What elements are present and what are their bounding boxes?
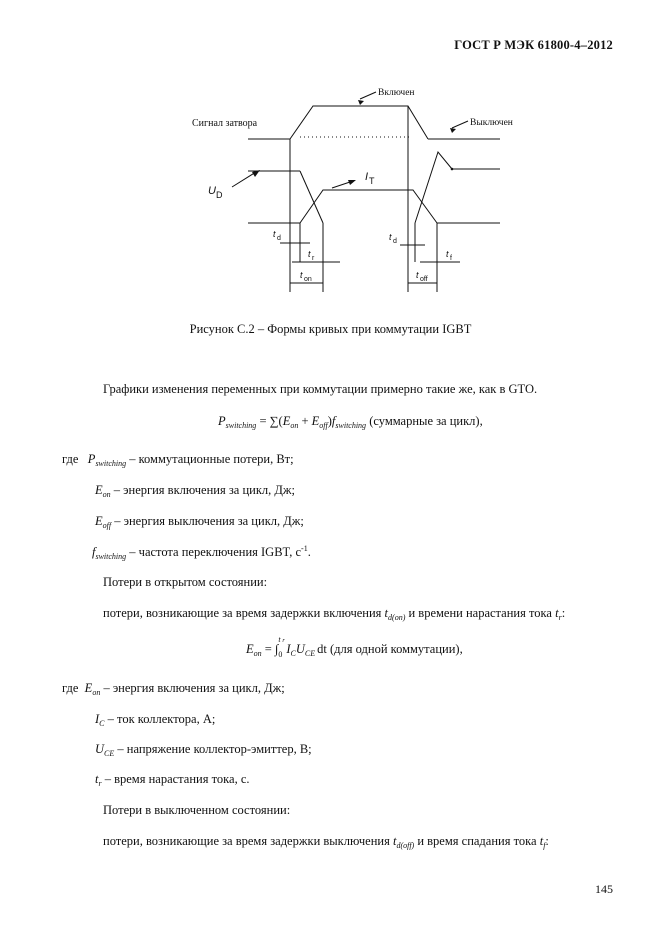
formula2-limits xyxy=(278,635,286,659)
formula2-lower: 0 xyxy=(278,650,283,659)
formula1-plus: + xyxy=(298,414,312,428)
label-turn-off: Выключен xyxy=(470,118,513,128)
formula1-close: ) xyxy=(327,414,332,428)
formula1-lhs: P xyxy=(218,414,226,428)
def6-sym: I xyxy=(95,712,100,726)
label-td2: t xyxy=(389,232,392,242)
definition-tr xyxy=(95,772,250,788)
def4-sym: f xyxy=(92,545,96,559)
paragraph-intro: Графики изменения переменных при коммутации примерно такие же, как в GTO. xyxy=(103,382,538,396)
label-tr: t xyxy=(308,249,311,259)
label-gate-signal: Сигнал затвора xyxy=(192,118,258,129)
label-it-sub: T xyxy=(369,176,375,186)
def3-sub: off xyxy=(102,521,112,530)
definition-eon-2 xyxy=(62,681,285,697)
formula1-eoff: E xyxy=(311,414,320,428)
label-tf: t xyxy=(446,249,449,259)
def1-text: – коммутационные потери, Вт; xyxy=(126,452,294,466)
where-label-2: где xyxy=(62,681,79,695)
formula1-eon-sub: on xyxy=(290,421,299,430)
p5-sub2: f xyxy=(543,841,546,850)
label-td1: t xyxy=(273,229,276,239)
switching-waveform-figure xyxy=(0,0,661,310)
label-it: I xyxy=(365,171,369,183)
on-leader xyxy=(360,92,376,99)
figure-caption: Рисунок С.2 – Формы кривых при коммутации IGBT xyxy=(189,322,472,336)
def3-text: – энергия выключения за цикл, Дж; xyxy=(111,514,304,528)
it-leader xyxy=(332,182,350,188)
p3-sym2: t xyxy=(555,606,559,620)
label-ton-sub: on xyxy=(304,276,312,283)
definition-psw xyxy=(62,452,294,468)
formula2-lhs: E xyxy=(246,642,254,656)
p3-sub2: r xyxy=(558,613,562,622)
label-turn-on: Включен xyxy=(378,88,415,98)
definition-eon xyxy=(95,483,295,499)
label-tf-sub: f xyxy=(450,255,452,262)
def2-sub: on xyxy=(102,490,111,499)
def2-sym: E xyxy=(95,483,103,497)
paragraph-on-losses: Потери в открытом состоянии: xyxy=(103,575,268,589)
p3-sym1: t xyxy=(384,606,389,620)
formula-eon xyxy=(246,635,463,659)
def4-sub: switching xyxy=(95,552,127,561)
on-arrowhead xyxy=(358,100,364,105)
formula2-ic-sub: C xyxy=(290,649,296,658)
formula2-upper: t xyxy=(278,635,281,644)
p5-a: потери, возникающие за время задержки выключения xyxy=(103,834,393,848)
formula1-eq: = ∑( xyxy=(256,414,283,428)
paragraph-off-losses: Потери в выключенном состоянии: xyxy=(103,803,291,817)
p5-b: и время спадания тока xyxy=(414,834,540,848)
formula1-eoff-sub: off xyxy=(319,421,328,430)
def4-text: – частота переключения IGBT, с xyxy=(126,545,302,559)
p5-c: : xyxy=(545,834,549,848)
label-td1-sub: d xyxy=(277,235,281,242)
formula1-f: f xyxy=(331,414,336,428)
def5-sub: on xyxy=(92,688,101,697)
def4-sup: -1 xyxy=(301,544,308,553)
formula2-ic: I xyxy=(286,642,291,656)
def1-sub: switching xyxy=(95,459,127,468)
ud-dot xyxy=(451,168,454,171)
gate-signal-pulse xyxy=(290,106,428,139)
p3-b: и времени нарастания тока xyxy=(405,606,556,620)
formula2-note: (для одной коммутации), xyxy=(326,642,463,656)
def7-sub: CE xyxy=(104,749,115,758)
formula1-note: (суммарные за цикл), xyxy=(366,414,483,428)
def7-text: – напряжение коллектор-эмиттер, В; xyxy=(114,742,312,756)
off-leader xyxy=(452,121,468,128)
def8-sub: r xyxy=(98,779,102,788)
formula2-dt: dt xyxy=(317,642,327,656)
p5-sym1: t xyxy=(392,834,397,848)
definition-eoff xyxy=(95,514,304,530)
def5-sym: E xyxy=(84,681,93,695)
formula2-uce: U xyxy=(295,642,305,656)
formula2-eq: = ∫ xyxy=(261,642,279,656)
it-arrowhead xyxy=(348,180,356,185)
def6-text: – ток коллектора, А; xyxy=(104,712,216,726)
def2-text: – энергия включения за цикл, Дж; xyxy=(110,483,296,497)
label-ton: t xyxy=(300,270,303,280)
formula1-f-sub: switching xyxy=(335,421,367,430)
p3-c: : xyxy=(561,606,566,620)
definition-fsw xyxy=(92,544,311,561)
p5-sub1: d(off) xyxy=(396,841,415,850)
label-toff-sub: off xyxy=(420,276,428,283)
def4-end: . xyxy=(307,545,311,559)
label-tr-sub: r xyxy=(312,255,315,262)
where-label-1: где xyxy=(62,452,79,466)
formula2-uce-sub: CE xyxy=(304,649,316,658)
formula-switching-losses xyxy=(218,414,483,430)
definition-ic xyxy=(95,712,215,728)
p3-sub1: d(on) xyxy=(388,613,406,622)
def6-sub: C xyxy=(99,719,105,728)
document-header: ГОСТ Р МЭК 61800-4–2012 xyxy=(454,38,613,52)
label-ud: U xyxy=(208,185,216,197)
label-ud-sub: D xyxy=(216,190,223,200)
def5-text: – энергия включения за цикл, Дж; xyxy=(100,681,285,695)
formula2-lhs-sub: on xyxy=(253,649,262,658)
p3-a: потери, возникающие за время задержки включения xyxy=(103,606,385,620)
off-arrowhead xyxy=(450,128,456,133)
def1-sym: P xyxy=(87,452,96,466)
def8-sym: t xyxy=(95,772,99,786)
def8-text: – время нарастания тока, с. xyxy=(101,772,250,786)
label-toff: t xyxy=(416,270,419,280)
definition-uce xyxy=(95,742,312,758)
def7-sym: U xyxy=(95,742,105,756)
label-td2-sub: d xyxy=(393,238,397,245)
ud-fall xyxy=(300,171,323,223)
formula1-eon: E xyxy=(282,414,291,428)
paragraph-off-losses-detail xyxy=(103,834,549,850)
formula2-upper-sub: r xyxy=(282,638,285,644)
page-number: 145 xyxy=(595,882,613,896)
ud-rise xyxy=(415,152,452,223)
p5-sym2: t xyxy=(539,834,544,848)
ud-leader xyxy=(232,172,256,187)
formula1-lhs-sub: switching xyxy=(225,421,257,430)
paragraph-on-losses-detail xyxy=(103,606,565,622)
def3-sym: E xyxy=(95,514,103,528)
